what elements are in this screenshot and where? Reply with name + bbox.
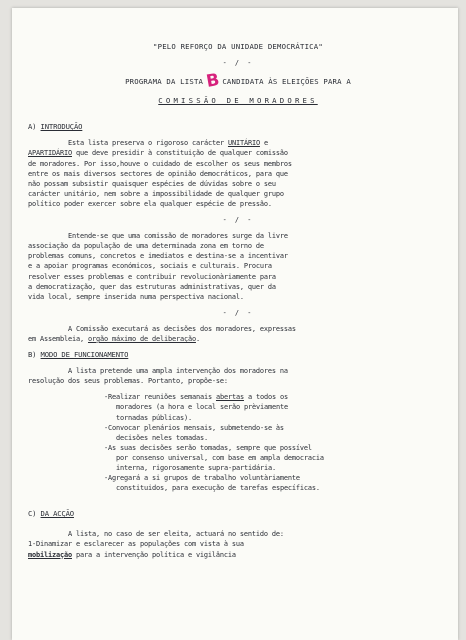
paragraph-line: problemas comuns, concretos e imediatos e destina-se a incentivar	[28, 252, 288, 261]
paragraph-line: associação da população de uma determinada zona em torno de	[28, 242, 264, 251]
text-run: que deve presidir à constituição de qualquer comissão	[71, 149, 288, 158]
program-heading-start: PROGRAMA DA LISTA	[125, 77, 204, 87]
paragraph-line: não possam subsistir quaisquer espécies de dúvidas sobre o seu	[28, 179, 276, 188]
paragraph-line: carácter unitário, nem sobre a impossibilidade de qualquer grupo	[28, 189, 284, 198]
section-a-letter: A)	[28, 122, 37, 132]
text-run: Esta lista preserva o rigoroso carácter	[68, 139, 228, 148]
text-run: em Assembleia,	[28, 334, 88, 343]
paragraph-line	[28, 550, 448, 560]
paragraph-line: A lista pretende uma ampla intervenção dos moradores na	[68, 367, 288, 376]
section-c-letter: C)	[28, 509, 37, 519]
emphasis-apartidario: APARTIDÁRIO	[28, 149, 72, 158]
paragraph-line	[28, 138, 448, 148]
document-text	[28, 42, 448, 560]
program-heading-end: CANDIDATA ÀS ELEIÇÕES PARA A	[222, 77, 351, 87]
text-run: e	[259, 139, 268, 148]
list-item-line: constituidos, para execução de tarefas específicas.	[116, 484, 320, 493]
list-item-line: decisões neles tomadas.	[116, 433, 208, 442]
section-b-title: MODO DE FUNCIONAMENTO	[40, 350, 129, 360]
emphasis-mobilizacao: mobilização	[28, 550, 72, 559]
section-b-heading	[28, 350, 448, 360]
paragraph-line	[28, 148, 448, 158]
paragraph-line: vida local, sempre inserida numa perspectiva nacional.	[28, 292, 244, 301]
text-run: a todos os	[243, 393, 288, 402]
section-a-title: INTRODUÇÃO	[40, 122, 83, 132]
comissao-title: COMISSÃO DE MORADORES	[158, 96, 318, 106]
list-item-line: moradores (a hora e local serão prèviamente	[116, 403, 288, 412]
paragraph-line: resolução dos seus problemas. Portanto, propõe-se:	[28, 377, 228, 386]
list-item: -As suas decisões serão tomadas, sempre que possível	[104, 443, 312, 452]
list-item: -Convocar plenários mensais, submetendo-se às	[104, 423, 284, 432]
separator: - / -	[222, 59, 254, 68]
emphasis-orgao-maximo: orgão máximo de deliberação	[87, 334, 196, 343]
paragraph-line: e a apoiar programas económicos, sociais e culturais. Procura	[28, 262, 272, 271]
text-run: -Realizar reuniões semanais	[104, 393, 216, 402]
paragraph-line: entre os mais diversos sectores de opinião democráticos, para que	[28, 169, 288, 178]
program-heading	[28, 70, 448, 93]
paragraph-line: de moradores. Por isso,houve o cuidado de escolher os seus membros	[28, 159, 292, 168]
paragraph-line: a democratização, quer das estruturas administrativas, quer da	[28, 282, 276, 291]
text-run: para a intervenção política e vigilância	[71, 550, 236, 559]
list-item-line: por consenso universal, com base em ampla democracia	[116, 453, 324, 462]
paragraph-line: 1-Dinamizar e esclarecer as populações com vista à sua	[28, 540, 244, 549]
text-run: .	[195, 334, 200, 343]
list-item-line: tornadas públicas).	[116, 413, 192, 422]
separator: - / -	[222, 308, 254, 317]
list-item: -Agregará a si grupos de trabalho voluntàriamente	[104, 474, 300, 483]
section-c-heading	[28, 509, 448, 519]
paragraph-line: resolver esses problemas e contribuir revolucionàriamente para	[28, 272, 276, 281]
section-c-title: DA ACÇÃO	[40, 509, 74, 519]
emphasis-abertas: abertas	[215, 393, 244, 402]
paragraph-line: Entende-se que uma comissão de moradores surge da livre	[68, 232, 288, 241]
paragraph-line: A lista, no caso de ser eleita, actuará no sentido de:	[68, 530, 284, 539]
section-a-heading	[28, 122, 448, 132]
list-item	[28, 392, 448, 402]
paragraph-line: político poder exercer sobre ela qualquer espécie de pressão.	[28, 199, 272, 208]
document-page	[12, 8, 458, 640]
comissao-heading	[28, 96, 448, 106]
emphasis-unitario: UNITÁRIO	[227, 139, 260, 148]
paragraph-line: A Comissão executará as decisões dos moradores, expressas	[68, 324, 296, 333]
section-b-letter: B)	[28, 350, 37, 360]
document-title: "PELO REFORÇO DA UNIDADE DEMOCRÁTICA"	[153, 42, 323, 51]
paragraph-line	[28, 334, 448, 344]
separator: - / -	[222, 216, 254, 225]
list-letter-mark: B	[204, 70, 222, 93]
list-item-line: interna, rigorosamente supra-partidária.	[116, 464, 276, 472]
